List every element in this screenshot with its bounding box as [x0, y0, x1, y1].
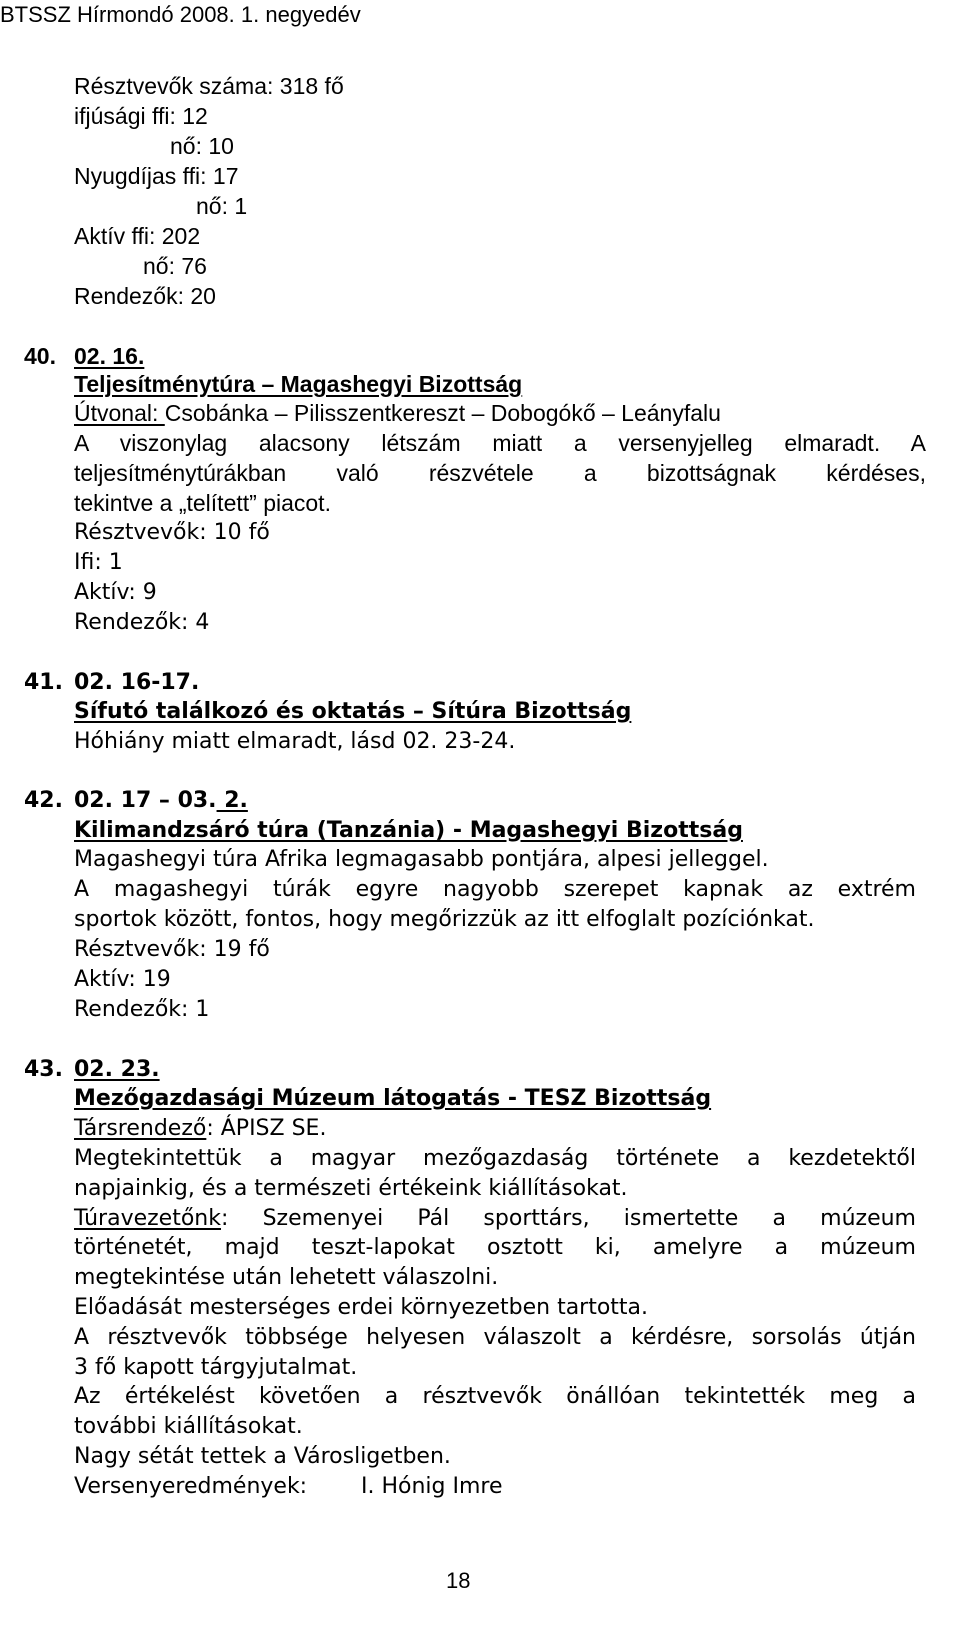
event-40-number: 40.: [24, 343, 56, 369]
event-42-desc-line3: sportok között, fontos, hogy megőrizzük az itt elfoglalt pozíciónkat.: [74, 907, 815, 932]
event-43-results-value: I. Hónig Imre: [361, 1474, 503, 1499]
event-40-desc-line2: teljesítménytúrákban való részvétele a bizottságnak kérdéses,: [74, 460, 926, 486]
event-40-active: Aktív: 9: [74, 580, 157, 605]
event-43-title: Mezőgazdasági Múzeum látogatás - TESZ Bizottság: [74, 1086, 712, 1111]
event-43-number: 43.: [24, 1057, 63, 1082]
event-43-p6: Nagy sétát tettek a Városligetben.: [74, 1444, 451, 1469]
stats-retired-female: nő: 1: [196, 193, 248, 219]
event-43-results-label: Versenyeredmények:: [74, 1474, 308, 1499]
event-40-date: 02. 16.: [74, 343, 145, 369]
event-42-participants: Résztvevők: 19 fő: [74, 937, 270, 962]
event-41-number: 41.: [24, 670, 63, 695]
event-42-desc-line1: Magashegyi túra Afrika legmagasabb pontjára, alpesi jelleggel.: [74, 847, 769, 872]
page-number: 18: [446, 1568, 471, 1593]
event-43-p1-line2: napjainkig, és a természeti értékeink kiállításokat.: [74, 1176, 628, 1201]
event-42-organizers: Rendezők: 1: [74, 997, 210, 1022]
event-43-p4-line2: 3 fő kapott tárgyjutalmat.: [74, 1355, 358, 1380]
route-label: Útvonal:: [74, 400, 165, 426]
event-43-coorganizer: [74, 1114, 326, 1144]
guide-label: Túravezetőnk: [74, 1206, 221, 1231]
event-42-number: 42.: [24, 788, 63, 813]
event-41-title: Sífutó találkozó és oktatás – Sítúra Bizottság: [74, 699, 632, 724]
event-42-title: Kilimandzsáró túra (Tanzánia) - Magashegyi Bizottság: [74, 818, 743, 843]
stats-organizers: Rendezők: 20: [74, 283, 216, 309]
event-41-desc: Hóhiány miatt elmaradt, lásd 02. 23-24.: [74, 729, 516, 754]
stats-youth-male: ifjúsági ffi: 12: [74, 103, 208, 129]
stats-active-male: Aktív ffi: 202: [74, 223, 201, 249]
event-43-p2-line2: történetét, majd teszt-lapokat osztott ki, amelyre a múzeum: [74, 1235, 916, 1260]
event-43-p1-line1: Megtekintettük a magyar mezőgazdaság története a kezdetektől: [74, 1146, 916, 1171]
event-40-participants: Résztvevők: 10 fő: [74, 520, 270, 545]
event-40-route: [74, 398, 721, 428]
event-43-p3: Előadását mesterséges erdei környezetben tartotta.: [74, 1295, 649, 1320]
event-42-date: [74, 786, 248, 816]
route-text: Csobánka – Pilisszentkereszt – Dobogókő – Leányfalu: [164, 400, 721, 426]
event-40-desc-line1: A viszonylag alacsony létszám miatt a versenyjelleg elmaradt. A: [74, 430, 926, 456]
event-40-youth: Ifi: 1: [74, 550, 123, 575]
event-43-p4-line1: A résztvevők többsége helyesen válaszolt a kérdésre, sorsolás útján: [74, 1325, 916, 1350]
guide-value: : Szemenyei Pál sporttárs, ismertette a múzeum: [220, 1206, 916, 1231]
stats-youth-female: nő: 10: [170, 133, 234, 159]
event-42-date-start: 02. 17 – 03.: [74, 788, 217, 813]
event-43-p2-line3: megtekintése után lehetett válaszolni.: [74, 1265, 499, 1290]
running-header: BTSSZ Hírmondó 2008. 1. negyedév: [0, 2, 361, 27]
stats-participants: Résztvevők száma: 318 fő: [74, 73, 344, 99]
event-42-active: Aktív: 19: [74, 967, 171, 992]
coorganizer-value: : ÁPISZ SE.: [206, 1116, 327, 1141]
event-43-p5-line1: Az értékelést követően a résztvevők önállóan tekintették meg a: [74, 1384, 916, 1409]
event-42-date-end: 2.: [216, 788, 248, 813]
event-40-desc-line3: tekintve a „telített” piacot.: [74, 490, 331, 516]
event-41-date: 02. 16-17.: [74, 670, 200, 695]
event-40-organizers: Rendezők: 4: [74, 610, 210, 635]
stats-active-female: nő: 76: [143, 253, 207, 279]
event-43-p5-line2: további kiállításokat.: [74, 1414, 303, 1439]
event-43-date: 02. 23.: [74, 1057, 160, 1082]
coorganizer-label: Társrendező: [74, 1116, 207, 1141]
event-42-desc-line2: A magashegyi túrák egyre nagyobb szerepet kapnak az extrém: [74, 877, 916, 902]
event-40-title: Teljesítménytúra – Magashegyi Bizottság: [74, 371, 523, 397]
stats-retired-male: Nyugdíjas ffi: 17: [74, 163, 239, 189]
event-43-guide: [74, 1204, 916, 1234]
